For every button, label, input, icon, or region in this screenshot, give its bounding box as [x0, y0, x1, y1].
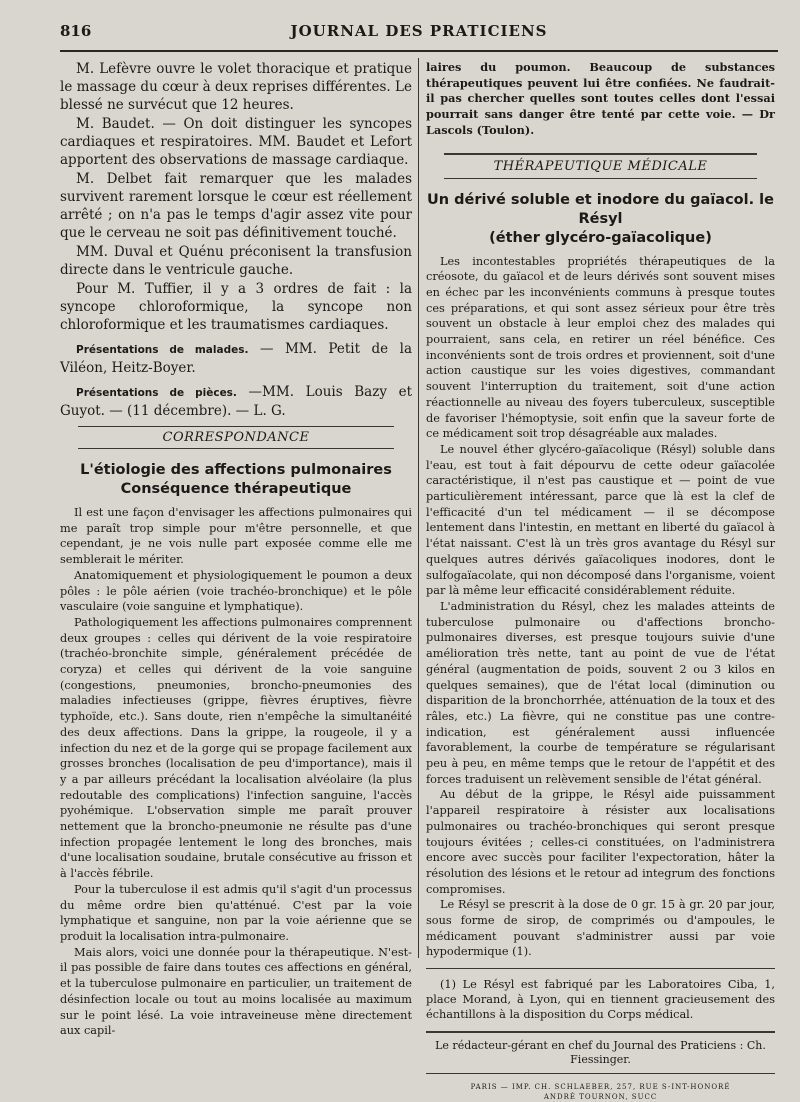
paragraph: Le Résyl se prescrit à la dose de 0 gr. 15 à gr. 20 par jour, sous forme de sirop, de comprimés ou d'ampoules, le médicament pouvant s'administrer aussi par voie hypodermique (1). — [426, 898, 775, 959]
page-number: 816 — [60, 22, 92, 40]
paragraph: Pour la tuberculose il est admis qu'il s'agit d'un processus du même ordre bien qu'atténué. C'est par la voie lymphatique et sanguine, non par la voie aérienne que se produit la localisation intra-pulmonaire. — [60, 882, 412, 943]
paragraph: M. Baudet. — On doit distinguer les syncopes cardiaques et respiratoires. MM. Baudet et Lefort apportent des observations de massage cardiaque. — [60, 116, 412, 168]
paragraph: Pathologiquement les affections pulmonaires comprennent deux groupes : celles qui dérivent de la voie respiratoire (trachéo-bronchite simple, généralement précédée de coryza) et celles qui dérivent de la voie sanguine (congestions, pneumonies, broncho-pneumonies des maladies infectieuses (grippe, fièvres éruptives, fièvre typhoïde, etc.). Sans doute, rien n'empêche la simultanéité des deux affections. Dans la grippe, la rougeole, il y a infection du nez et de la gorge qui se propage facilement aux grosses bronches (localisation de peu d'importance), mais il y a par ailleurs précédant la localisation alvéolaire (la plus redoutable des complications) l'infection sanguine, l'accès pyohémique. L'observation simple me paraît prouver nettement que la broncho-pneumonie ne résulte pas d'une infection propagée lentement le long des bronches, mais d'une localisation soudaine, brutale consécutive au frisson et à l'accès fébrile. — [60, 615, 412, 881]
paragraph: laires du poumon. Beaucoup de substances thérapeutiques peuvent lui être confiées. Ne faudrait-il pas chercher quelles sont toutes celles dont l'essai pourrait sans danger être tenté par cette voie. — Dr Lascols (Toulon). — [426, 60, 775, 137]
article-title: L'étiologie des affections pulmonaires — [80, 462, 392, 478]
printer-line-2: ANDRÉ TOURNON, SUCC — [543, 1093, 658, 1102]
paragraph: Le nouvel éther glycéro-gaïacolique (Résyl) soluble dans l'eau, est tout à fait dépourvu de cette odeur gaïacolée caractéristique, il n'est pas caustique et — point de vue particulièrement intéressant, parce que là est la clef de l'efficacité d'un tel médicament — il se décompose lentement dans l'intestin, en mettant en liberté du gaïacol à l'état naissant. C'est là un très gros avantage du Résyl sur quelques autres dérivés gaïacoliques inodores, dont le sulfogaïacolate, qui non décomposé dans l'organisme, voient par là même leur efficacité considérablement réduite. — [426, 442, 775, 598]
header-rule — [60, 50, 778, 52]
printer-rule — [426, 1073, 775, 1074]
section-separator — [78, 448, 394, 449]
left-column — [60, 60, 412, 1039]
presentations-pieces-text: —MM. Louis Bazy et Guyot. — (11 décembre). — L. G. — [60, 384, 412, 419]
footnote-text: (1) Le Résyl est fabriqué par les Laboratoires Ciba, 1, place Morand, à Lyon, qui en tiennent gracieusement des échantillons à la disposition du Corps médical. — [426, 978, 775, 1022]
footnote — [426, 977, 775, 1022]
paragraph: Mais alors, voici une donnée pour la thérapeutique. N'est-il pas possible de faire dans toutes ces affections en général, et la tuberculose pulmonaire en particulier, un traitement de désinfection locale ou tout au moins localisée au maximum sur le point lésé. La voie intraveineuse mène directement aux capil- — [60, 945, 412, 1038]
article-title: Un dérivé soluble et inodore du gaïacol. le Résyl — [427, 191, 774, 227]
journal-title: JOURNAL DES PRATICIENS — [290, 22, 548, 40]
right-column — [426, 60, 775, 1102]
footnote-rule — [426, 968, 775, 969]
editor-rule — [426, 1031, 775, 1033]
paragraph: Il est une façon d'envisager les affections pulmonaires qui me paraît trop simple pour m'être personnelle, et que cependant, je ne vois nulle part exposée comme elle me semblerait le mériter. — [60, 506, 412, 567]
article-subtitle: Conséquence thérapeutique — [120, 481, 352, 497]
paragraph: Anatomiquement et physiologiquement le poumon a deux pôles : le pôle aérien (voie trachéo-bronchique) et le pôle vasculaire (voie sanguine et lymphatique). — [60, 568, 412, 614]
therapeutique-article — [426, 254, 775, 961]
paragraph: Les incontestables propriétés thérapeutiques de la créosote, du gaïacol et de leurs dérivés sont souvent mises en échec par les inconvénients communs à presque toutes ces préparations, et qui sont assez sérieux pour être très souvent un obstacle à leur emploi chez des malades qui pourraient, sans cela, en retirer un réel bénéfice. Ces inconvénients sont de trois ordres et proviennent, soit d'une action caustique sur les voies digestives, commandant souvent l'interruption du traitement, soit d'une action réactionnelle au niveau des foyers tuberculeux, susceptible de favoriser l'hémoptysie, soit enfin que la saveur forte de ce médicament soit trop désagréable aux malades. — [426, 254, 775, 441]
presentations-pieces-lead: Présentations de pièces. — [76, 387, 237, 399]
presentations-malades — [60, 340, 412, 377]
therapeutique-heading: THÉRAPEUTIQUE MÉDICALE — [493, 158, 708, 174]
paragraph: M. Delbet fait remarquer que les malades survivent rarement lorsque le cœur est réellement arrêté ; on n'a pas le temps d'agir assez vite pour que le cerveau ne soit pas définitivement touché. — [60, 171, 412, 241]
correspondance-article — [60, 505, 412, 1039]
page-header — [60, 22, 778, 48]
presentations-malades-text: — MM. Petit de la Viléon, Heitz-Boyer. — [60, 341, 412, 376]
column-divider — [418, 58, 419, 958]
paragraph: Pour M. Tuffier, il y a 3 ordres de fait : la syncope chloroformique, la syncope non chloroformique et les traumatismes cardiaques. — [60, 281, 412, 333]
correspondance-heading: CORRESPONDANCE — [162, 430, 310, 445]
presentations-malades-lead: Présentations de malades. — [76, 344, 249, 356]
article-subtitle: (éther glycéro-gaïacolique) — [489, 229, 712, 246]
section-separator — [444, 178, 757, 179]
paragraph: Au début de la grippe, le Résyl aide puissamment l'appareil respiratoire à résister aux localisations pulmonaires ou trachéo-bronchiques qui seront presque toujours évitées ; celles-ci constituées, on l'administrera encore avec succès pour faciliter l'expectoration, hâter la résolution des lésions et le retour ad integrum des fonctions compromises. — [426, 788, 775, 896]
society-report — [60, 60, 412, 334]
printer-line-1: PARIS — IMP. CH. SCHLAEBER, 257, RUE S-INT-HONORÉ — [470, 1083, 731, 1092]
paragraph: L'administration du Résyl, chez les malades atteints de tuberculose pulmonaire ou d'affections broncho-pulmonaires diverses, est presque toujours suivie d'une amélioration très nette, tant au point de vue de l'état général (augmentation de poids, souvent 2 ou 3 kilos en quelques semaines), que de l'état local (diminution ou disparition de la bronchorrhée, atténuation de la toux et des râles, etc.) La fièvre, qui ne constitue pas une contre-indication, est généralement aussi influencée favorablement, la courbe de température se régularisant peu à peu, en même temps que le retour de l'appétit et des forces traduisent un relèvement sensible de l'état général. — [426, 599, 775, 786]
presentations-pieces — [60, 383, 412, 420]
paragraph: MM. Duval et Quénu préconisent la transfusion directe dans le ventricule gauche. — [60, 244, 412, 278]
editor-line: Le rédacteur-gérant en chef du Journal des Praticiens : Ch. Fiessinger. — [435, 1039, 766, 1067]
continuation-text — [426, 60, 775, 139]
paragraph: M. Lefèvre ouvre le volet thoracique et pratique le massage du cœur à deux reprises différentes. Le blessé ne survécut que 12 heures. — [60, 61, 412, 113]
